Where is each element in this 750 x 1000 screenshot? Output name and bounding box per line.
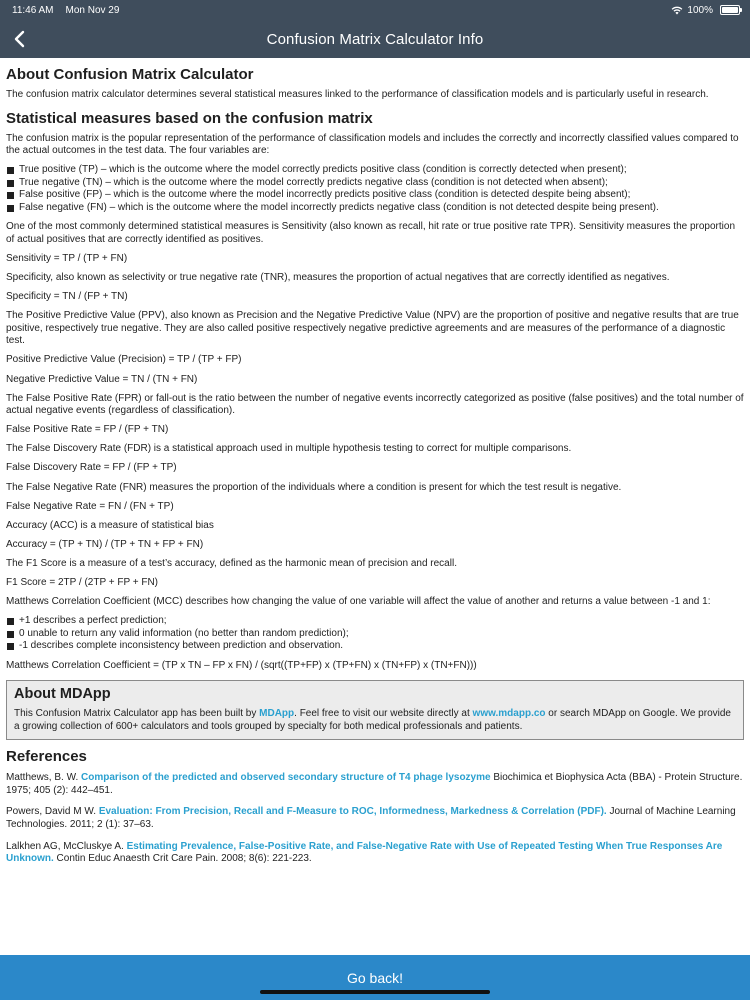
reference-details: Biochimica et Biophysica Acta (BBA) - Protein Structure. 1975; 405 (2): 442–451. bbox=[6, 772, 743, 796]
status-bar bbox=[0, 0, 750, 20]
f1-text: The F1 Score is a measure of a test’s accuracy, defined as the harmonic mean of precision and recall. bbox=[6, 557, 457, 569]
reference-author: Powers, David M W. bbox=[6, 806, 99, 818]
info-content[interactable] bbox=[0, 64, 750, 954]
fpr-formula: False Positive Rate = FP / (FP + TN) bbox=[6, 424, 169, 436]
go-back-button[interactable]: Go back! bbox=[0, 955, 750, 1000]
bullet-square-icon bbox=[7, 205, 14, 212]
fnr-text: The False Negative Rate (FNR) measures the proportion of the individuals where a condition is present for which the test result is negative. bbox=[6, 481, 622, 493]
list-item-text: -1 describes complete inconsistency between prediction and observation. bbox=[19, 640, 344, 652]
list-item-text: 0 unable to return any valid information (no better than random prediction); bbox=[19, 627, 349, 639]
battery-percent: 100% bbox=[687, 4, 713, 16]
list-item bbox=[6, 202, 744, 215]
mdapp-heading: About MDApp bbox=[14, 686, 111, 703]
reference-link[interactable]: Comparison of the predicted and observed secondary structure of T4 phage lysozyme bbox=[81, 772, 491, 784]
fnr-formula: False Negative Rate = FN / (FN + TP) bbox=[6, 500, 174, 512]
about-text: The confusion matrix calculator determines several statistical measures linked to the performance of classification models and is particularly useful in research. bbox=[6, 89, 709, 100]
list-item bbox=[6, 640, 744, 653]
reference-item bbox=[6, 841, 744, 866]
bullet-square-icon bbox=[7, 192, 14, 199]
list-item-text: True negative (TN) – which is the outcome where the model correctly predicts negative class (condition is not detected when absent); bbox=[19, 176, 608, 188]
bullet-square-icon bbox=[7, 167, 14, 174]
list-item bbox=[6, 164, 744, 177]
mcc-text: Matthews Correlation Coefficient (MCC) describes how changing the value of one variable will affect the value of another and returns a value between -1 and 1: bbox=[6, 596, 711, 608]
reference-item bbox=[6, 806, 744, 831]
mdapp-text-part: . Feel free to visit our website directly at bbox=[294, 708, 473, 720]
ppv-formula: Positive Predictive Value (Precision) = TP / (TP + FP) bbox=[6, 354, 242, 366]
fdr-text: The False Discovery Rate (FDR) is a statistical approach used in multiple hypothesis testing to correct for multiple comparisons. bbox=[6, 443, 572, 455]
references-heading: References bbox=[6, 748, 87, 766]
acc-formula: Accuracy = (TP + TN) / (TP + TN + FP + FN) bbox=[6, 538, 204, 550]
home-indicator[interactable] bbox=[260, 990, 490, 994]
reference-link[interactable]: Estimating Prevalence, False-Positive Rate, and False-Negative Rate with Use of Repeated Testing When True Responses Are Unknown. bbox=[6, 840, 723, 865]
list-item-text: +1 describes a perfect prediction; bbox=[19, 615, 167, 627]
back-button[interactable] bbox=[8, 26, 30, 52]
website-link[interactable]: www.mdapp.co bbox=[472, 708, 546, 720]
mdapp-link[interactable]: MDApp bbox=[259, 708, 295, 720]
status-right bbox=[671, 5, 740, 16]
list-item-text: False positive (FP) – which is the outcome where the model incorrectly predicts positive class (condition is detected despite being absent); bbox=[19, 189, 631, 201]
list-item bbox=[6, 615, 744, 628]
references-section bbox=[6, 748, 744, 866]
nav-bar bbox=[0, 20, 750, 58]
status-time: 11:46 AM bbox=[12, 4, 54, 16]
sensitivity-formula: Sensitivity = TP / (TP + FN) bbox=[6, 252, 128, 264]
specificity-formula: Specificity = TN / (FP + TN) bbox=[6, 291, 128, 303]
about-heading: About Confusion Matrix Calculator bbox=[6, 66, 254, 83]
list-item bbox=[6, 628, 744, 641]
battery-icon bbox=[720, 5, 740, 15]
mdapp-text-part: or search MDApp on Google. We provide a growing collection of 600+ calculators and tools grouped by specialty for both medical professionals and patients. bbox=[14, 708, 731, 732]
reference-details: Contin Educ Anaesth Crit Care Pain. 2008; 8(6): 221-223. bbox=[53, 853, 312, 865]
about-mdapp-box bbox=[6, 680, 744, 740]
list-item bbox=[6, 177, 744, 190]
battery-fill bbox=[722, 7, 738, 13]
list-item-text: False negative (FN) – which is the outcome where the model incorrectly predicts negative class (condition is not detected despite being present). bbox=[19, 202, 659, 214]
bullet-square-icon bbox=[7, 180, 14, 187]
wifi-icon bbox=[671, 5, 683, 15]
reference-author: Lalkhen AG, McCluskye A. bbox=[6, 840, 127, 852]
npv-formula: Negative Predictive Value = TN / (TN + FN) bbox=[6, 373, 198, 385]
reference-details: Journal of Machine Learning Technologies. 2011; 2 (1): 37–63. bbox=[6, 806, 736, 831]
specificity-text: Specificity, also known as selectivity or true negative rate (TNR), measures the proportion of actual negatives that are correctly identified as negatives. bbox=[6, 271, 670, 283]
status-date: Mon Nov 29 bbox=[65, 4, 120, 16]
acc-text: Accuracy (ACC) is a measure of statistical bias bbox=[6, 519, 214, 531]
f1-formula: F1 Score = 2TP / (2TP + FP + FN) bbox=[6, 577, 159, 589]
mdapp-text-part: This Confusion Matrix Calculator app has been built by bbox=[14, 708, 260, 720]
bullet-square-icon bbox=[7, 643, 14, 650]
variables-list bbox=[6, 164, 744, 214]
fpr-text: The False Positive Rate (FPR) or fall-out is the ratio between the number of negative events incorrectly categorized as positive (false positives) and the total number of actual negative events (regardless of classification). bbox=[6, 392, 744, 417]
stats-intro: The confusion matrix is the popular representation of the performance of classification models and includes the correctly and incorrectly classified values compared to the actual outcomes in the test data. The four variables are: bbox=[6, 132, 739, 157]
mcc-formula: Matthews Correlation Coefficient = (TP x TN – FP x FN) / (sqrt((TP+FP) x (TP+FN) x (TN+FP) x (TN+FN))) bbox=[6, 659, 477, 671]
fdr-formula: False Discovery Rate = FP / (FP + TP) bbox=[6, 462, 177, 474]
page-title: Confusion Matrix Calculator Info bbox=[266, 30, 484, 48]
list-item-text: True positive (TP) – which is the outcome where the model correctly predicts positive class (condition is correctly detected when present); bbox=[19, 164, 627, 176]
chevron-left-icon bbox=[13, 30, 25, 48]
reference-author: Matthews, B. W. bbox=[6, 772, 82, 784]
ppv-text: The Positive Predictive Value (PPV), also known as Precision and the Negative Predictive Value (NPV) are the proportion of positive and negative results that are true positive, respectively true negative. They are also called positive respectively negative predictive agreements and are measures of the performance of a diagnostic test. bbox=[6, 310, 739, 347]
bullet-square-icon bbox=[7, 618, 14, 625]
list-item bbox=[6, 189, 744, 202]
mdapp-text bbox=[14, 708, 736, 733]
bullet-square-icon bbox=[7, 631, 14, 638]
mcc-list bbox=[6, 615, 744, 653]
sensitivity-text: One of the most commonly determined statistical measures is Sensitivity (also known as recall, hit rate or true positive rate TPR). Sensitivity measures the proportion of actual positives that are correctly identified as positives. bbox=[6, 221, 736, 245]
reference-item bbox=[6, 772, 744, 797]
reference-link[interactable]: Evaluation: From Precision, Recall and F-Measure to ROC, Informedness, Markedness & Correlation (PDF). bbox=[98, 806, 607, 818]
stats-heading: Statistical measures based on the confusion matrix bbox=[6, 109, 373, 127]
